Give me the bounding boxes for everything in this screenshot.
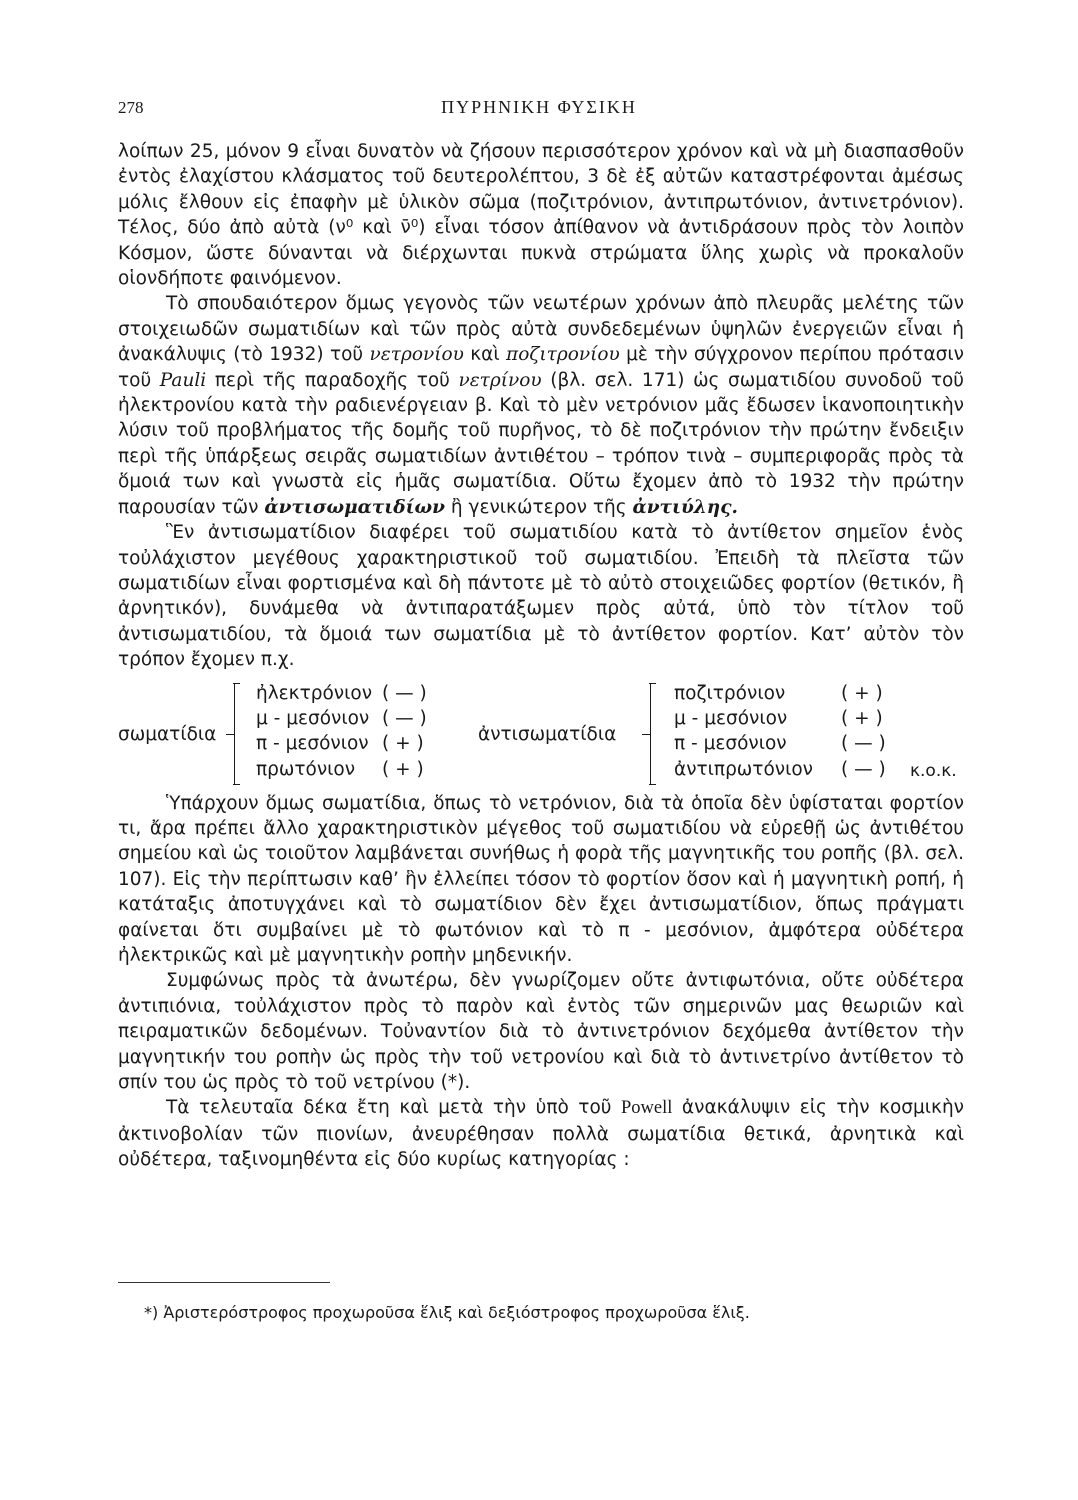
antiparticle-charge: ( — ) [841, 732, 886, 754]
particle-charge: ( + ) [382, 732, 424, 754]
term-pozitroniou: ποζιτρονίου [506, 344, 620, 366]
paragraph-4: Ὑπάρχουν ὅμως σωματίδια, ὅπως τὸ νετρόνιον, διὰ τὰ ὁποῖα δὲν ὑφίσταται φορτίον τι, ἄρα πρέπει ἄλλο χαρακτηριστικὸν μέγεθος τοῦ σωματιδίου νὰ εὑρεθῇ ὡς ἀντιθέτου σημείου καὶ ὡς τοιοῦτον λαμβάνεται συνήθως ἡ φορὰ τῆς μαγνητικῆς του ροπῆς (βλ. σελ. 107). Εἰς τὴν περίπτωσιν καθ’ ἣν ἐλλείπει τόσον τὸ φορτίον ὅσον καὶ ἡ μαγνητικὴ ροπή, ἡ κατάταξις ἀποτυγχάνει καὶ τὸ σωματίδιον δὲν ἔχει ἀντισωματίδιον, ὅπως πράγματι φαίνεται ὅτι συμβαίνει μὲ τὸ φωτόνιον καὶ τὸ π - μεσόνιον, ἀμφότερα οὐδέτερα ἠλεκτρικῶς καὶ μὲ μαγνητικὴν ροπὴν μηδενικήν. [118, 792, 964, 966]
page-number: 278 [118, 98, 144, 117]
footnote-divider [118, 1282, 330, 1283]
p6-text-b: ἀνακάλυψιν εἰς τὴν κοσμικὴν ἀκτινοβολίαν τῶν πιονίων, ἀνευρέθησαν πολλὰ σωματίδια θετικά, ἀρνητικὰ καὶ οὐδέτερα, ταξινομηθέντα εἰς δύο κυρίως κατηγορίας : [118, 1097, 964, 1171]
particles-label: σωματίδια [118, 723, 217, 745]
p2-text-a: Τὸ σπουδαιότερον ὅμως γεγονὸς τῶν νεωτέρων χρόνων ἀπὸ πλευρᾶς μελέτης τῶν στοιχειωδῶν σωματιδίων καὶ τῶν πρὸς αὐτὰ συνδεδεμένων ὑψηλῶν ἐνεργειῶν εἶναι ἡ ἀνακάλυψις (τὸ 1932) τοῦ [118, 293, 964, 366]
antiparticle-name: μ - μεσόνιον [674, 707, 788, 729]
p2-text-f: ἢ γενικώτερον τῆς [450, 496, 627, 518]
particle-name: πρωτόνιον [256, 758, 356, 780]
particle-name: μ - μεσόνιον [256, 707, 370, 729]
particle-name: π - μεσόνιον [256, 732, 369, 754]
antiparticle-name: ποζιτρόνιον [674, 682, 786, 704]
antiparticle-charge: ( + ) [841, 682, 883, 704]
antiparticles-label: ἀντισωματίδια [478, 723, 617, 745]
antiparticle-charge: ( + ) [841, 707, 883, 729]
name-pauli: Pauli [159, 369, 207, 391]
paragraph-5: Συμφώνως πρὸς τὰ ἀνωτέρω, δὲν γνωρίζομεν οὔτε ἀντιφωτόνια, οὔτε οὐδέτερα ἀντιπιόνια, τοὐλάχιστον πρὸς τὸ παρὸν καὶ ἐντὸς τῶν σημερινῶν μας θεωριῶν καὶ πειραματικῶν δεδομένων. Τοὐναντίον διὰ τὸ ἀντινετρόνιον δεχόμεθα ἀντίθετον τὴν μαγνητικήν του ροπὴν ὡς πρὸς τὴν τοῦ νετρονίου καὶ διὰ τὸ ἀντινετρίνο ἀντίθετον τὸ σπίν του ὡς πρὸς τὸ τοῦ νετρίνου (*). [118, 970, 964, 1093]
term-netrinou: νετρίνου [458, 369, 542, 391]
particle-name: ἠλεκτρόνιον [256, 682, 373, 704]
particle-charge: ( — ) [382, 707, 427, 729]
paragraph-3: Ἓν ἀντισωματίδιον διαφέρει τοῦ σωματιδίου κατὰ τὸ ἀντίθετον σημεῖον ἑνὸς τοὐλάχιστον μεγέθους χαρακτηριστικοῦ τοῦ σωματιδίου. Ἐπειδὴ τὰ πλεῖστα τῶν σωματιδίων εἶναι φορτισμένα καὶ δὴ πάντοτε μὲ τὸ αὐτὸ στοιχειῶδες φορτίον (θετικόν, ἢ ἀρνητικόν), δυνάμεθα νὰ ἀντιπαρατάξωμεν πρὸς αὐτά, ὑπὸ τὸν τίτλον τοῦ ἀντισωματιδίου, τὰ ὅμοιά των σωματίδια μὲ τὸ ἀντίθετον φορτίον. Κατ’ αὐτὸν τὸν τρόπον ἔχομεν π.χ. [118, 522, 964, 671]
name-powell: Powell [621, 1098, 673, 1119]
p2-text-b: καὶ [470, 344, 500, 366]
paragraph-6 [118, 1095, 964, 1172]
particle-charge: ( + ) [382, 758, 424, 780]
term-antisomatidion: ἀντισωματιδίων [264, 496, 446, 518]
antiparticle-name: ἀντιπρωτόνιον [674, 758, 814, 780]
antiparticle-charge: ( — ) [841, 758, 886, 780]
antiparticle-name: π - μεσόνιον [674, 732, 787, 754]
p2-text-c: μὲ τὴν σύγχρονον περίπου πρότασιν τοῦ [118, 344, 964, 391]
footnote: *) Ἀριστερόστροφος προχωροῦσα ἕλιξ καὶ δεξιόστροφος προχωροῦσα ἕλιξ. [144, 1303, 750, 1322]
body-text [118, 139, 964, 1173]
paragraph-1: λοίπων 25, μόνον 9 εἶναι δυνατὸν νὰ ζήσουν περισσότερον χρόνον καὶ νὰ μὴ διασπασθοῦν ἐντὸς ἐλαχίστου κλάσματος τοῦ δευτερολέπτου, 3 δὲ ἐξ αὐτῶν καταστρέφονται ἀμέσως μόλις ἔλθουν εἰς ἐπαφὴν μὲ ὑλικὸν σῶμα (ποζιτρόνιον, ἀντιπρωτόνιον, ἀντινετρόνιον). Τέλος, δύο ἀπὸ αὐτὰ (ν⁰ καὶ ν̄⁰) εἶναι τόσον ἀπίθανον νὰ ἀντιδράσουν πρὸς τὸν λοιπὸν Κόσμον, ὥστε δύνανται νὰ διέρχωνται πυκνὰ στρώματα ὕλης χωρὶς νὰ προκαλοῦν οἱονδήποτε φαινόμενον. [118, 141, 964, 290]
antiparticles-brace [650, 683, 661, 785]
particle-charge: ( — ) [382, 682, 427, 704]
term-netroniou: νετρονίου [369, 344, 464, 366]
paragraph-2 [118, 291, 964, 520]
p2-text-d: περὶ τῆς παραδοχῆς τοῦ [214, 369, 450, 391]
etc-abbreviation: κ.ο.κ. [910, 760, 957, 781]
p2-text-e: (βλ. σελ. 171) ὡς σωματιδίου συνοδοῦ τοῦ ἠλεκτρονίου κατὰ τὴν ραδιενέργειαν β. Καὶ τὸ μὲν νετρόνιον μᾶς ἔδωσεν ἱκανοποιητικὴν λύσιν τοῦ προβλήματος τῆς δομῆς τοῦ πυρῆνος, τὸ δὲ ποζιτρόνιον τὴν πρώτην ἔνδειξιν περὶ τῆς ὑπάρξεως σειρᾶς σωματιδίων ἀντιθέτου – τρόπον τινὰ – συμπεριφορᾶς πρὸς τὰ ὅμοιά των καὶ γνωστὰ εἰς ἡμᾶς σωματίδια. Οὕτω ἔχομεν ἀπὸ τὸ 1932 τὴν πρώτην παρουσίαν τῶν [118, 369, 965, 518]
particles-brace [234, 683, 245, 785]
p6-text-a: Τὰ τελευταῖα δέκα ἔτη καὶ μετὰ τὴν ὑπὸ τοῦ [166, 1097, 612, 1119]
term-antiylis: ἀντιύλης. [632, 496, 738, 518]
particle-classification [118, 681, 964, 789]
running-title: ΠΥΡΗΝΙΚΗ ΦΥΣΙΚΗ [441, 97, 637, 117]
